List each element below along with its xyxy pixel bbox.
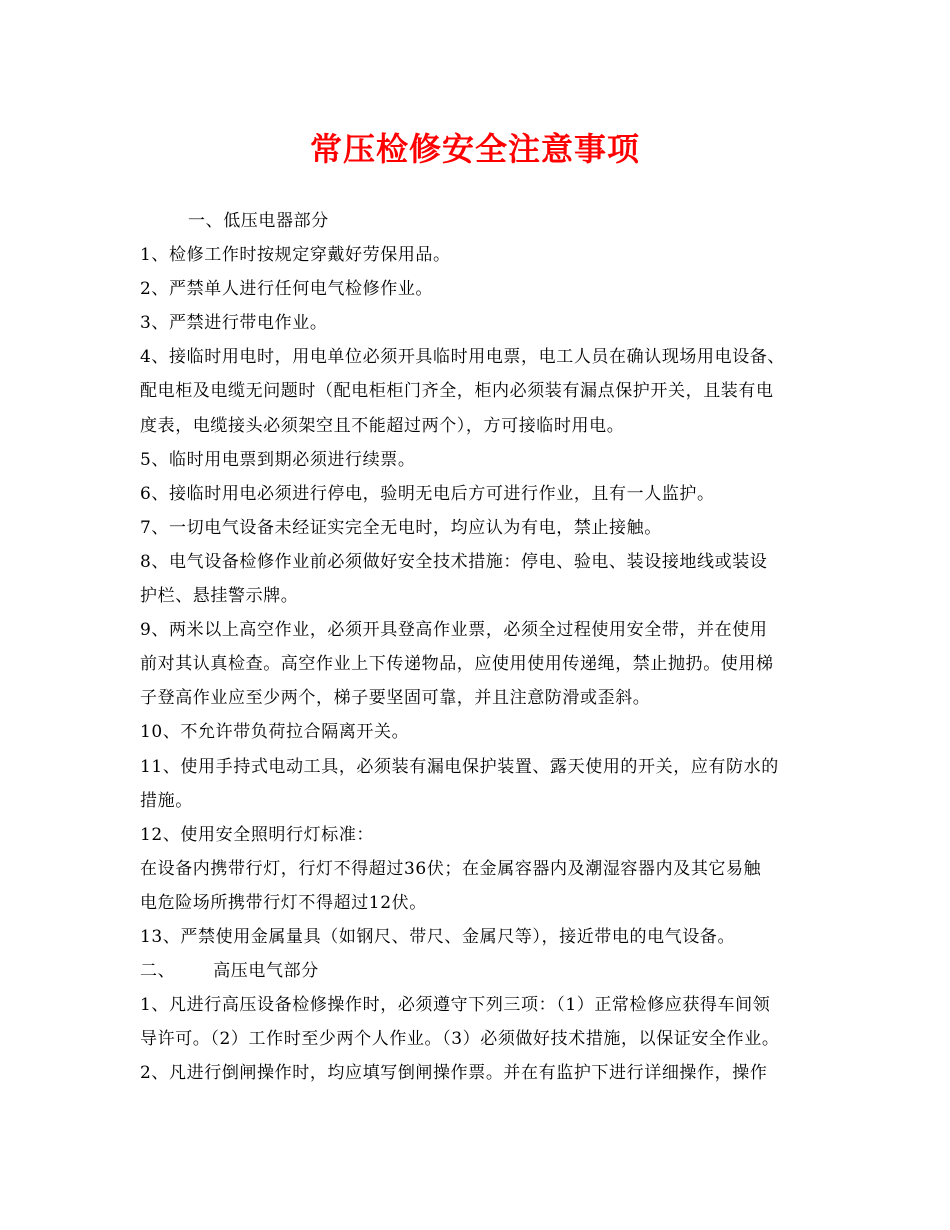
body-line: 2、严禁单人进行任何电气检修作业。 xyxy=(140,279,434,300)
body-line: 11、使用手持式电动工具，必须装有漏电保护装置、露天使用的开关，应有防水的 xyxy=(140,756,779,777)
body-line: 子登高作业应至少两个，梯子要坚固可靠，并且注意防滑或歪斜。 xyxy=(140,688,651,709)
body-line: 配电柜及电缆无问题时（配电柜柜门齐全，柜内必须装有漏点保护开关，且装有电 xyxy=(140,381,774,402)
body-line: 10、不允许带负荷拉合隔离开关。 xyxy=(140,722,410,743)
body-line: 2、凡进行倒闸操作时，均应填写倒闸操作票。并在有监护下进行详细操作，操作 xyxy=(140,1063,768,1084)
body-line: 5、临时用电票到期必须进行续票。 xyxy=(140,449,416,470)
body-line: 3、严禁进行带电作业。 xyxy=(140,313,328,334)
body-line: 导许可。（2）工作时至少两个人作业。（3）必须做好技术措施，以保证安全作业。 xyxy=(140,1029,780,1050)
document-body xyxy=(140,204,830,1090)
body-line: 4、接临时用电时，用电单位必须开具临时用电票，电工人员在确认现场用电设备、 xyxy=(140,347,786,368)
body-line: 12、使用安全照明行灯标准： xyxy=(140,824,375,845)
page-title: 常压检修安全注意事项 xyxy=(309,130,640,168)
body-line: 措施。 xyxy=(140,790,193,811)
section-number: 二、 xyxy=(140,961,176,982)
body-line: 在设备内携带行灯，行灯不得超过36伏；在金属容器内及潮湿容器内及其它易触 xyxy=(140,858,762,879)
body-line: 1、检修工作时按规定穿戴好劳保用品。 xyxy=(140,245,451,266)
section-heading-high-voltage xyxy=(140,954,830,988)
body-line: 度表，电缆接头必须架空且不能超过两个），方可接临时用电。 xyxy=(140,415,625,436)
body-line: 前对其认真检查。高空作业上下传递物品，应使用使用传递绳，禁止抛扔。使用梯 xyxy=(140,654,774,675)
body-line: 8、电气设备检修作业前必须做好安全技术措施：停电、验电、装设接地线或装设 xyxy=(140,551,768,572)
body-line: 6、接临时用电必须进行停电，验明无电后方可进行作业，且有一人监护。 xyxy=(140,483,715,504)
body-line: 7、一切电气设备未经证实完全无电时，均应认为有电，禁止接触。 xyxy=(140,517,662,538)
body-line: 护栏、悬挂警示牌。 xyxy=(140,586,299,607)
body-line: 电危险场所携带行灯不得超过12伏。 xyxy=(140,892,427,913)
body-line: 9、两米以上高空作业，必须开具登高作业票，必须全过程使用安全带，并在使用 xyxy=(140,620,768,641)
body-line: 13、严禁使用金属量具（如钢尺、带尺、金属尺等），接近带电的电气设备。 xyxy=(140,926,736,947)
body-line: 1、凡进行高压设备检修操作时，必须遵守下列三项：（1）正常检修应获得车间领 xyxy=(140,995,771,1016)
section-heading-low-voltage: 一、低压电器部分 xyxy=(188,211,329,231)
section-label: 高压电气部分 xyxy=(213,961,319,982)
